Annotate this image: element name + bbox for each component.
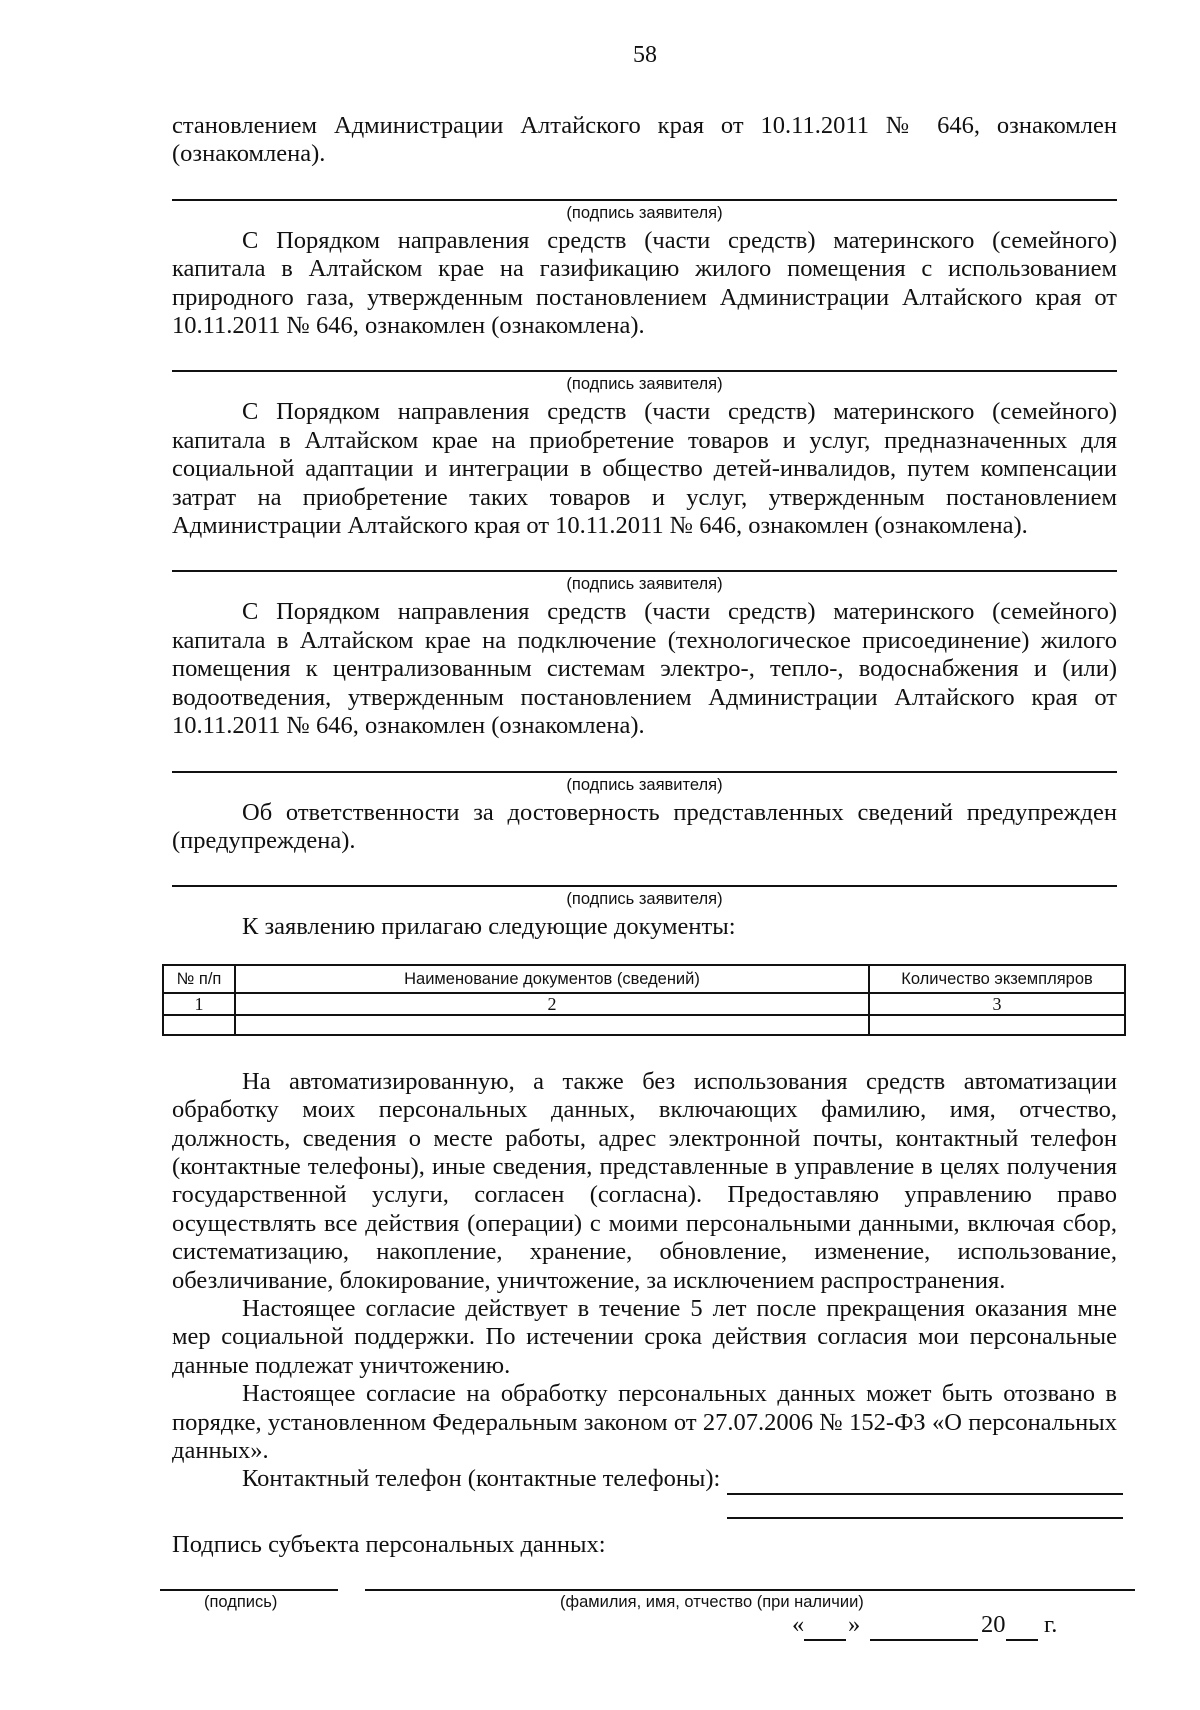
column-number: 2 [235, 993, 869, 1015]
phone-field-line-1[interactable] [727, 1493, 1123, 1495]
column-header-document-name: Наименование документов (сведений) [235, 965, 869, 993]
consent-paragraph-duration: Настоящее согласие действует в течение 5 лет после прекращения оказания мне мер социальной поддержки. По истечении срока действия согласия мои персональные данные подлежат уничтожению. [172, 1294, 1117, 1379]
signature-label: (подпись) [204, 1593, 278, 1612]
fio-label: (фамилия, имя, отчество (при наличии) [560, 1593, 864, 1612]
signature-caption: (подпись заявителя) [566, 203, 723, 222]
table-cell[interactable] [869, 1015, 1125, 1035]
subject-signature-block [172, 1523, 1117, 1653]
signature-caption: (подпись заявителя) [566, 775, 723, 794]
table-column-numbers-row [163, 993, 1125, 1015]
date-year-line[interactable] [1006, 1639, 1038, 1641]
phone-field-line-2[interactable] [727, 1517, 1123, 1519]
phone-row [172, 1465, 1117, 1497]
column-number: 1 [163, 993, 235, 1015]
phone-second-line-row [172, 1497, 1117, 1523]
signature-caption: (подпись заявителя) [566, 375, 723, 394]
signature-field-line[interactable] [160, 1589, 338, 1591]
signature-line [172, 885, 1117, 887]
paragraph-responsibility: Об ответственности за достоверность представленных сведений предупрежден (предупреждена). [172, 798, 1117, 854]
column-header-quantity: Количество экземпляров [869, 965, 1125, 993]
consent-paragraph-processing: На автоматизированную, а также без использования средств автоматизации обработку моих персональных данных, включающих фамилию, имя, отчество, должность, сведения о месте работы, адрес электронной почты, контактный телефон (контактные телефоны), иные сведения, представленные в управление в целях получения государственной услуги, согласен (согласна). Предоставляю управлению право осуществлять все действия (операции) с моими персональными данными, включая сбор, систематизацию, накопление, хранение, обновление, изменение, использование, обезличивание, блокирование, уничтожение, за исключением распространения. [172, 1067, 1117, 1294]
date-year-prefix: 20 [981, 1611, 1006, 1639]
page-number: 58 [633, 42, 657, 68]
date-year-suffix: г. [1044, 1611, 1058, 1639]
signature-caption: (подпись заявителя) [566, 890, 723, 909]
signature-line [172, 370, 1117, 372]
date-month-line[interactable] [870, 1639, 978, 1641]
intro-continuation: становлением Администрации Алтайского края от 10.11.2011 № 646, ознакомлен (ознакомлена). [172, 112, 1117, 168]
paragraph-disabled-children: С Порядком направления средств (части средств) материнского (семейного) капитала в Алтайском крае на приобретение товаров и услуг, предназначенных для социальной адаптации и интеграции в общество детей-инвалидов, путем компенсации затрат на приобретение таких товаров и услуг, утвержденным постановлением Администрации Алтайского края от 10.11.2011 № 646, ознакомлен (ознакомлена). [172, 398, 1117, 540]
column-header-number: № п/п [163, 965, 235, 993]
signature-line [172, 570, 1117, 572]
paragraph-gasification: С Порядком направления средств (части средств) материнского (семейного) капитала в Алтайском крае на газификацию жилого помещения с использованием природного газа, утвержденным постановлением Администрации Алтайского края от 10.11.2011 № 646, ознакомлен (ознакомлена). [172, 226, 1117, 340]
paragraph-utilities-connection: С Порядком направления средств (части средств) материнского (семейного) капитала в Алтайском крае на подключение (технологическое присоединение) жилого помещения к централизованным системам электро-, тепло-, водоснабжения и (или) водоотведения, утвержденным постановлением Администрации Алтайского края от 10.11.2011 № 646, ознакомлен (ознакомлена). [172, 598, 1117, 740]
subject-signature-label: Подпись субъекта персональных данных: [172, 1531, 606, 1559]
fio-field-line[interactable] [365, 1589, 1135, 1591]
consent-paragraph-revocation: Настоящее согласие на обработку персональных данных может быть отозвано в порядке, установленном Федеральным законом от 27.07.2006 № 152-ФЗ «О персональных данных». [172, 1380, 1117, 1464]
table-row [163, 1015, 1125, 1035]
document-body [172, 112, 1117, 1653]
phone-label: Контактный телефон (контактные телефоны): [242, 1465, 721, 1493]
date-day-line[interactable] [804, 1639, 846, 1641]
attachments-intro: К заявлению прилагаю следующие документы: [242, 913, 736, 941]
date-open-quote: « [792, 1611, 805, 1639]
consent-section [172, 1068, 1117, 1466]
table-header-row [163, 965, 1125, 993]
documents-table [162, 964, 1126, 1036]
signature-caption: (подпись заявителя) [566, 575, 723, 594]
table-cell[interactable] [235, 1015, 869, 1035]
table-cell[interactable] [163, 1015, 235, 1035]
date-close-quote: » [848, 1611, 861, 1639]
column-number: 3 [869, 993, 1125, 1015]
signature-line [172, 199, 1117, 201]
signature-line [172, 771, 1117, 773]
